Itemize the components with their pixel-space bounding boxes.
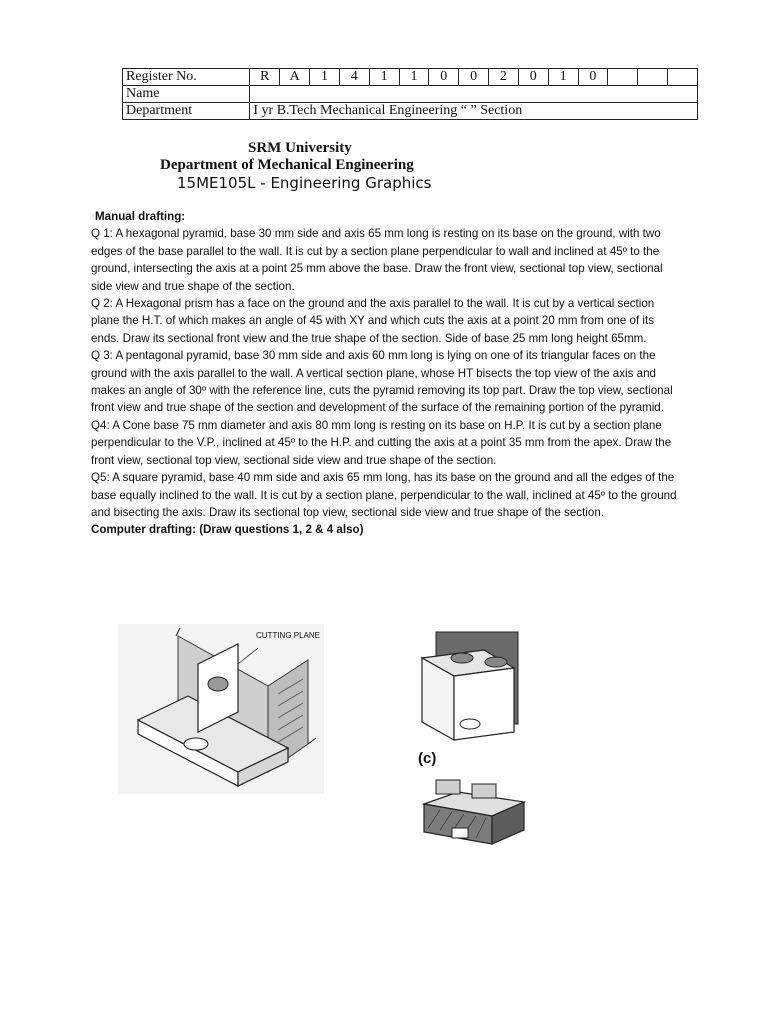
- register-digit: 0: [459, 69, 489, 86]
- department-value: I yr B.Tech Mechanical Engineering “ ” Section: [250, 103, 698, 120]
- register-digit: 1: [310, 69, 340, 86]
- cutting-plane-label: CUTTING PLANE: [256, 631, 321, 640]
- university-title: SRM University: [248, 140, 352, 156]
- sectioned-block-figure: [118, 624, 324, 794]
- register-digit: [638, 69, 668, 86]
- question-2: Q 2: A Hexagonal prism has a face on the ground and the axis parallel to the wall. It is cut by a vertical section plane the H.T. of which makes an angle of 45 with XY and which cuts the axis at a point 20 mm from one of its ends. Draw its sectional front view and the true shape of the section. Side of base 25 mm long height 65mm.: [91, 297, 655, 345]
- register-digit: 0: [518, 69, 548, 86]
- register-row: [123, 69, 698, 86]
- register-digit: [608, 69, 638, 86]
- register-digit: 0: [578, 69, 608, 86]
- manual-drafting-heading: Manual drafting:: [95, 210, 186, 223]
- course-title: 15ME105L - Engineering Graphics: [177, 174, 432, 192]
- register-digit: 1: [369, 69, 399, 86]
- register-digit: R: [250, 69, 280, 86]
- figure-caption: (c): [418, 750, 437, 767]
- register-digit: 0: [429, 69, 459, 86]
- computer-drafting-heading: Computer drafting: (Draw questions 1, 2 & 4 also): [91, 523, 364, 537]
- question-1: Q 1: A hexagonal pyramid, base 30 mm side and axis 65 mm long is resting on its base on the ground, with two edges of the base parallel to the wall. It is cut by a section plane perpendicular to wall and inclined at 45º to the ground, intersecting the axis at a point 25 mm above the base. Draw the front view, sectional top view, sectional side view and true shape of the section.: [91, 227, 663, 293]
- department-row: [123, 103, 698, 120]
- register-digit: 2: [489, 69, 519, 86]
- register-label: Register No.: [123, 69, 250, 86]
- question-5: Q5: A square pyramid, base 40 mm side and axis 65 mm long, has its base on the ground and all the edges of the base equally inclined to the wall. It is cut by a section plane, perpendicular to the wall, inclined at 45º to the ground and bisecting the axis. Draw its sectional top view, sectional side view and true shape of the section.: [91, 471, 677, 519]
- question-4: Q4: A Cone base 75 mm diameter and axis 80 mm long is resting on its base on H.P. It is cut by a section plane perpendicular to the V.P., inclined at 45º to the H.P. and cutting the axis at a point 35 mm from the apex. Draw the front view, sectional top view, sectional side view and true shape of the section.: [91, 418, 672, 467]
- department-title: Department of Mechanical Engineering: [160, 157, 414, 173]
- student-info-table: [122, 68, 698, 120]
- question-3: Q 3: A pentagonal pyramid, base 30 mm side and axis 60 mm long is lying on one of its triangular faces on the ground with the axis parallel to the wall. A vertical section plane, whose HT bisects the top view of the axis and makes an angle of 30º with the reference line, cuts the pyramid removing its top part. Draw the top view, sectional front view and true shape of the section and development of the surface of the remaining portion of the pyramid.: [91, 349, 673, 415]
- register-digit: [667, 69, 697, 86]
- document-titles: [160, 140, 431, 193]
- assignment-body: [91, 208, 681, 539]
- register-digit: A: [280, 69, 310, 86]
- name-label: Name: [123, 86, 250, 103]
- register-digit: 1: [399, 69, 429, 86]
- name-row: [123, 86, 698, 103]
- counterbored-block-figure: [414, 628, 526, 750]
- name-value: [250, 86, 698, 103]
- register-digit: 4: [339, 69, 369, 86]
- register-digit: 1: [548, 69, 578, 86]
- department-label: Department: [123, 103, 250, 120]
- sectioned-counterbored-block-figure: [418, 768, 530, 850]
